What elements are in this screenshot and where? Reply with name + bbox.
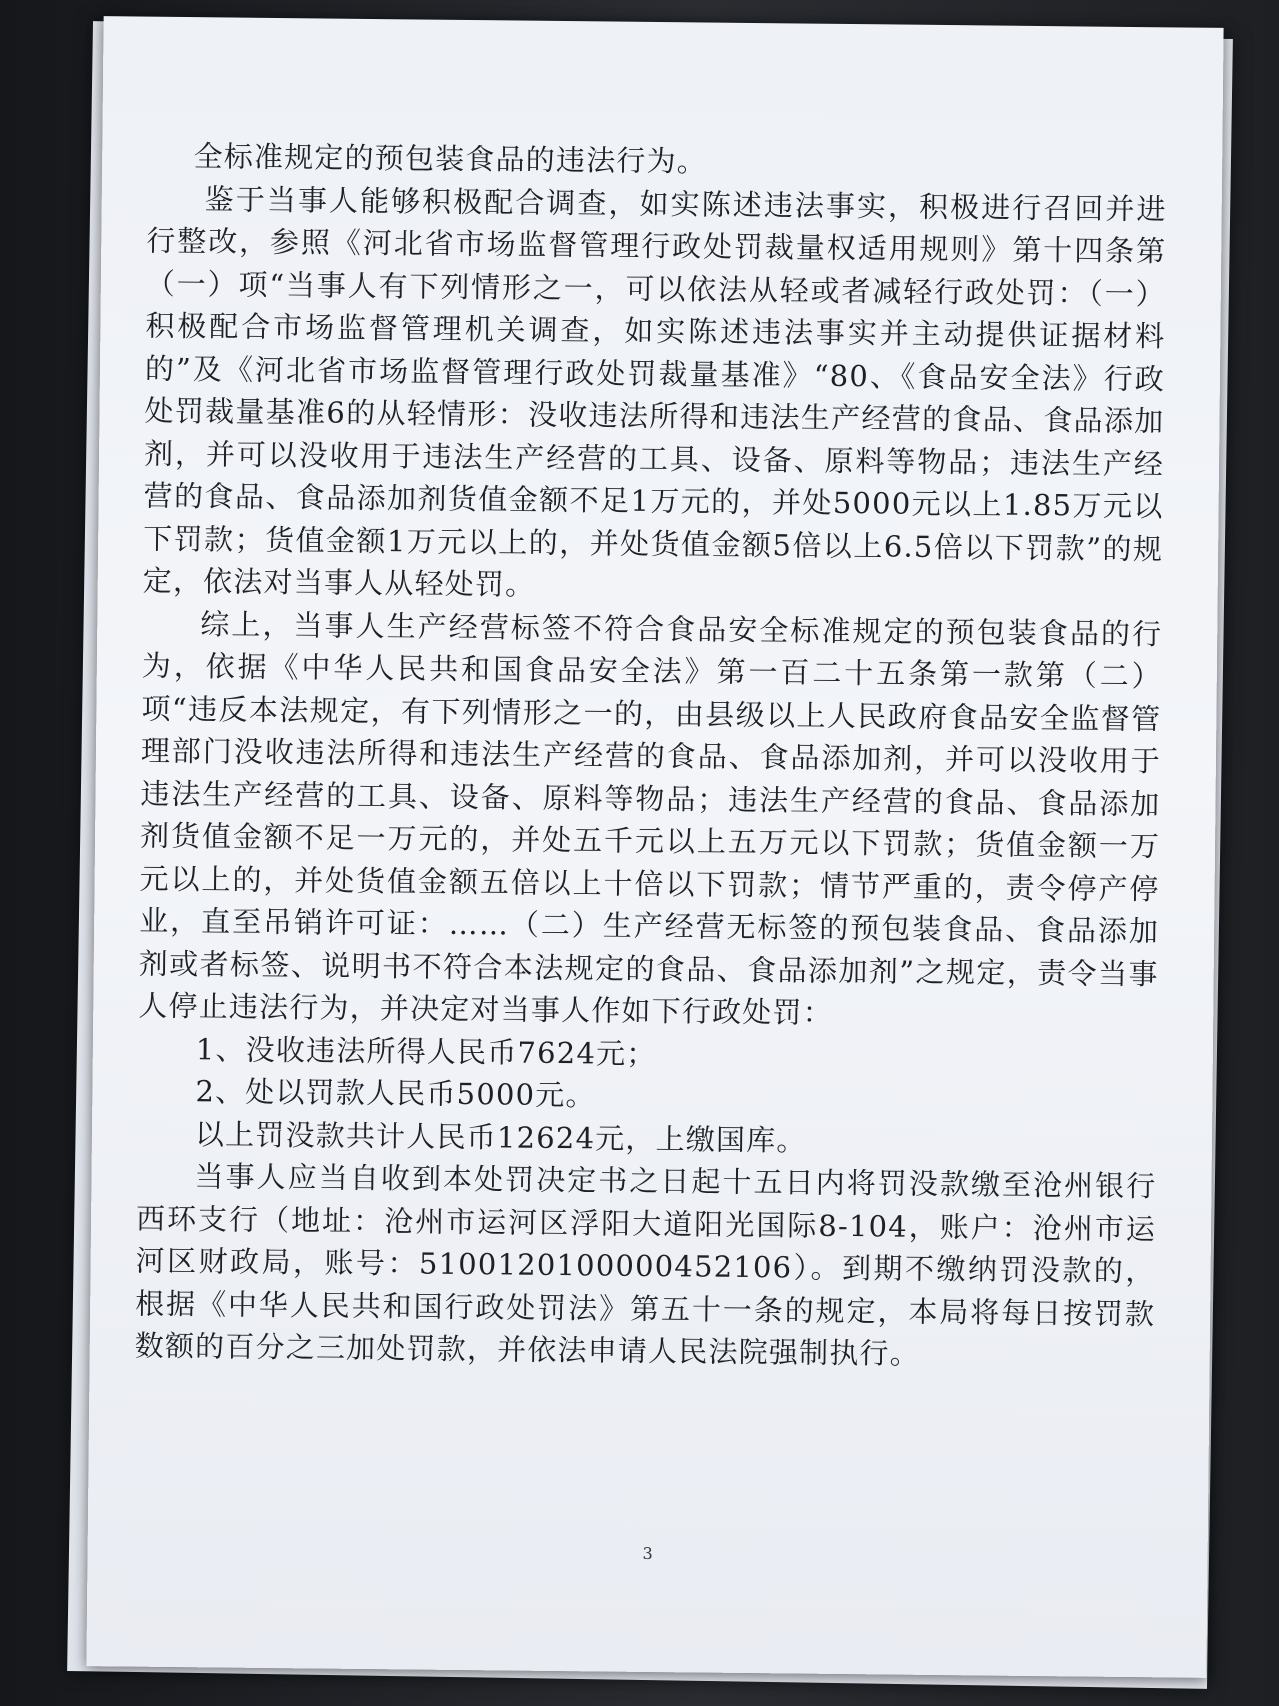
document-body xyxy=(135,135,1168,1378)
document-page xyxy=(86,16,1223,1678)
paragraph-payment-instructions: 当事人应当自收到本处罚决定书之日起十五日内将罚没款缴至沧州银行西环支行（地址：沧州市运河区浮阳大道阳光国际8-104，账户：沧州市运河区财政局，账号：5100120100000452106）。到期不缴纳罚没款的，根据《中华人民共和国行政处罚法》第五十一条的规定，本局将每日按罚款数额的百分之三加处罚款，并依法申请人民法院强制执行。 xyxy=(134,1159,1157,1371)
page-number: 3 xyxy=(642,1543,653,1564)
paragraph-mitigation: 鉴于当事人能够积极配合调查，如实陈述违法事实，积极进行召回并进行整改，参照《河北省市场监督管理行政处罚裁量权适用规则》第十四条第（一）项“当事人有下列情形之一，可以依法从轻或者减轻行政处罚：（一）积极配合市场监督管理机关调查，如实陈述违法事实并主动提供证据材料的”及《河北省市场监督管理行政处罚裁量基准》“80、《食品安全法》行政处罚裁量基准6的从轻情形：没收违法所得和违法生产经营的食品、食品添加剂，并可以没收用于违法生产经营的工具、设备、原料等物品；违法生产经营的食品、食品添加剂货值金额不足1万元的，并处5000元以上1.85万元以下罚款；货值金额1万元以上的，并处货值金额5倍以上6.5倍以下罚款”的规定，依法对当事人从轻处罚。 xyxy=(142,181,1167,602)
penalty-item-1: 1、没收违法所得人民币7624元； xyxy=(195,1031,657,1071)
paragraph-legal-basis: 综上，当事人生产经营标签不符合食品安全标准规定的预包装食品的行为，依据《中华人民共和国食品安全法》第一百二十五条第一款第（二）项“违反本法规定，有下列情形之一的，由县级以上人民政府食品安全监督管理部门没收违法所得和违法生产经营的食品、食品添加剂，并可以没收用于违法生产经营的工具、设备、原料等物品；违法生产经营的食品、食品添加剂货值金额不足一万元的，并处五千元以上五万元以下罚款；货值金额一万元以上的，并处货值金额五倍以上十倍以下罚款；情节严重的，责令停产停业，直至吊销许可证：……（二）生产经营无标签的预包装食品、食品添加剂或者标签、说明书不符合本法规定的食品、食品添加剂”之规定，责令当事人停止违法行为，并决定对当事人作如下行政处罚： xyxy=(138,606,1163,1030)
paragraph-continuation: 全标准规定的预包装食品的违法行为。 xyxy=(193,139,708,179)
penalty-item-2: 2、处以罚款人民币5000元。 xyxy=(195,1074,596,1113)
penalty-total: 以上罚没款共计人民币12624元，上缴国库。 xyxy=(194,1116,807,1158)
